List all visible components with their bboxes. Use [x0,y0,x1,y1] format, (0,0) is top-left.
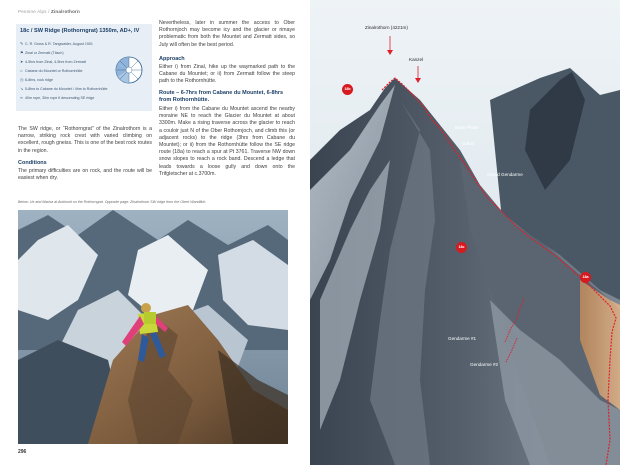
label-biner-platte: Biner-Platte [455,125,480,130]
climber-photo-illustration [18,210,288,444]
label-summit: Zinalrothorn (4221m) [365,25,408,30]
intro-paragraph: The SW ridge, or “Rothorngrat” of the Zinalrothorn is a narrow, striking rock crest with varied climbing on excellent, rough gneiss. This is one of the best rock routes in the region. [18,126,152,154]
label-gabel: Gabel [462,141,475,146]
rope-icon: ∞ [20,95,23,100]
map-pin-icon: ⚑ [20,50,24,55]
route-heading: Route – 6-7hrs from Cabane du Mountet, 6-8hrs from Rothornhütte. [159,90,284,103]
approach-heading: Approach [159,56,185,62]
route-paragraph: Either i) from the Cabane du Mountet ascend the nearby moraine NE to reach the Glacier du Mountet at about 3300m. Make a rising traverse across the glacier to reach a couloir just N of the Ober Rothornjoch, and climb this (or adjacent rocks) to the ridge (3hrs from Cabane du Mountet); or ii) from the Rothornhütte follow the SE ridge route (18a) to reach a spur at Pt 3761. Traverse NW down snow slopes to reach a rock band. Descend a ledge that leads towards a loose gully and down onto the Trifgletscher at c.3700m. [159,106,295,177]
route-title: 18c / SW Ridge (Rothorngrat) 1350m, AD+, IV [20,28,140,34]
route-badge-18b: 18b [342,84,353,95]
label-gendarme-1: Gendarme #1 [448,336,477,341]
approach-paragraph: Either i) from Zinal, hike up the waymarked path to the Cabane du Mountet; or ii) from Zermatt follow the steep path to the Rothornhütte. [159,64,295,85]
hut-icon: ⌂ [20,68,23,73]
running-head-chapter: Pennine Alps [18,9,47,14]
person-icon: ✎ [20,41,24,46]
info-approach-time: ➤ 4-5hrs from Zinal, 4-5hrs from Zermatt [20,59,86,64]
info-hut: ⌂ Cabane du Mountet or Rothornhütte [20,68,83,73]
info-descent: ↘ 5-8hrs to Cabane du Mountet / 4hrs to Rothornhütte [20,86,108,91]
climber-photo [18,210,288,444]
route-badge-18a: 18a [580,272,591,283]
label-grand-gendarme: Grand Gendarme [487,172,523,177]
aspect-compass-icon [115,56,143,84]
photo-caption: Below: Ue and Marisa at Anklomit on the Rothorngrat. Opposite page: Zinalrothorn SW ridge from the Obert Wandfluh. [18,200,207,204]
label-kanzel: Kanzel [409,57,424,62]
label-gendarme-2: Gendarme #2 [470,362,499,367]
info-rope: ∞ 40m rope, 30m rope if descending SE ridge [20,95,95,100]
conditions-paragraph: The primary difficulties are on rock, and the route will be easiest when dry. [18,168,152,182]
running-head-section: Zinalrothorn [51,9,80,14]
page-number: 296 [18,449,27,455]
info-first-ascent: ✎ C. R. Gross & R. Tangwalder, August 1901 [20,41,93,46]
info-route-time: ◷ 6-8hrs, rock ridge [20,77,53,82]
info-start: ⚑Zinal or Zermatt (Täsch) [20,50,64,55]
compass-rose [115,56,143,84]
walk-icon: ➤ [20,59,24,64]
clock-icon: ◷ [20,77,24,82]
descent-icon: ↘ [20,86,24,91]
running-head: Pennine Alps / Zinalrothorn [18,9,80,14]
topo-photo [310,0,620,465]
topo-illustration [310,0,620,465]
conditions-heading: Conditions [18,160,47,166]
route-badge-18c: 18c [456,242,467,253]
route-info-box [16,24,152,111]
col2-intro-paragraph: Nevertheless, later in summer the access to Ober Rothornjoch may become icy and the glacier or rimaye problematic from both the Mountet and Zermatt sides, so July will often be the best period. [159,20,295,48]
